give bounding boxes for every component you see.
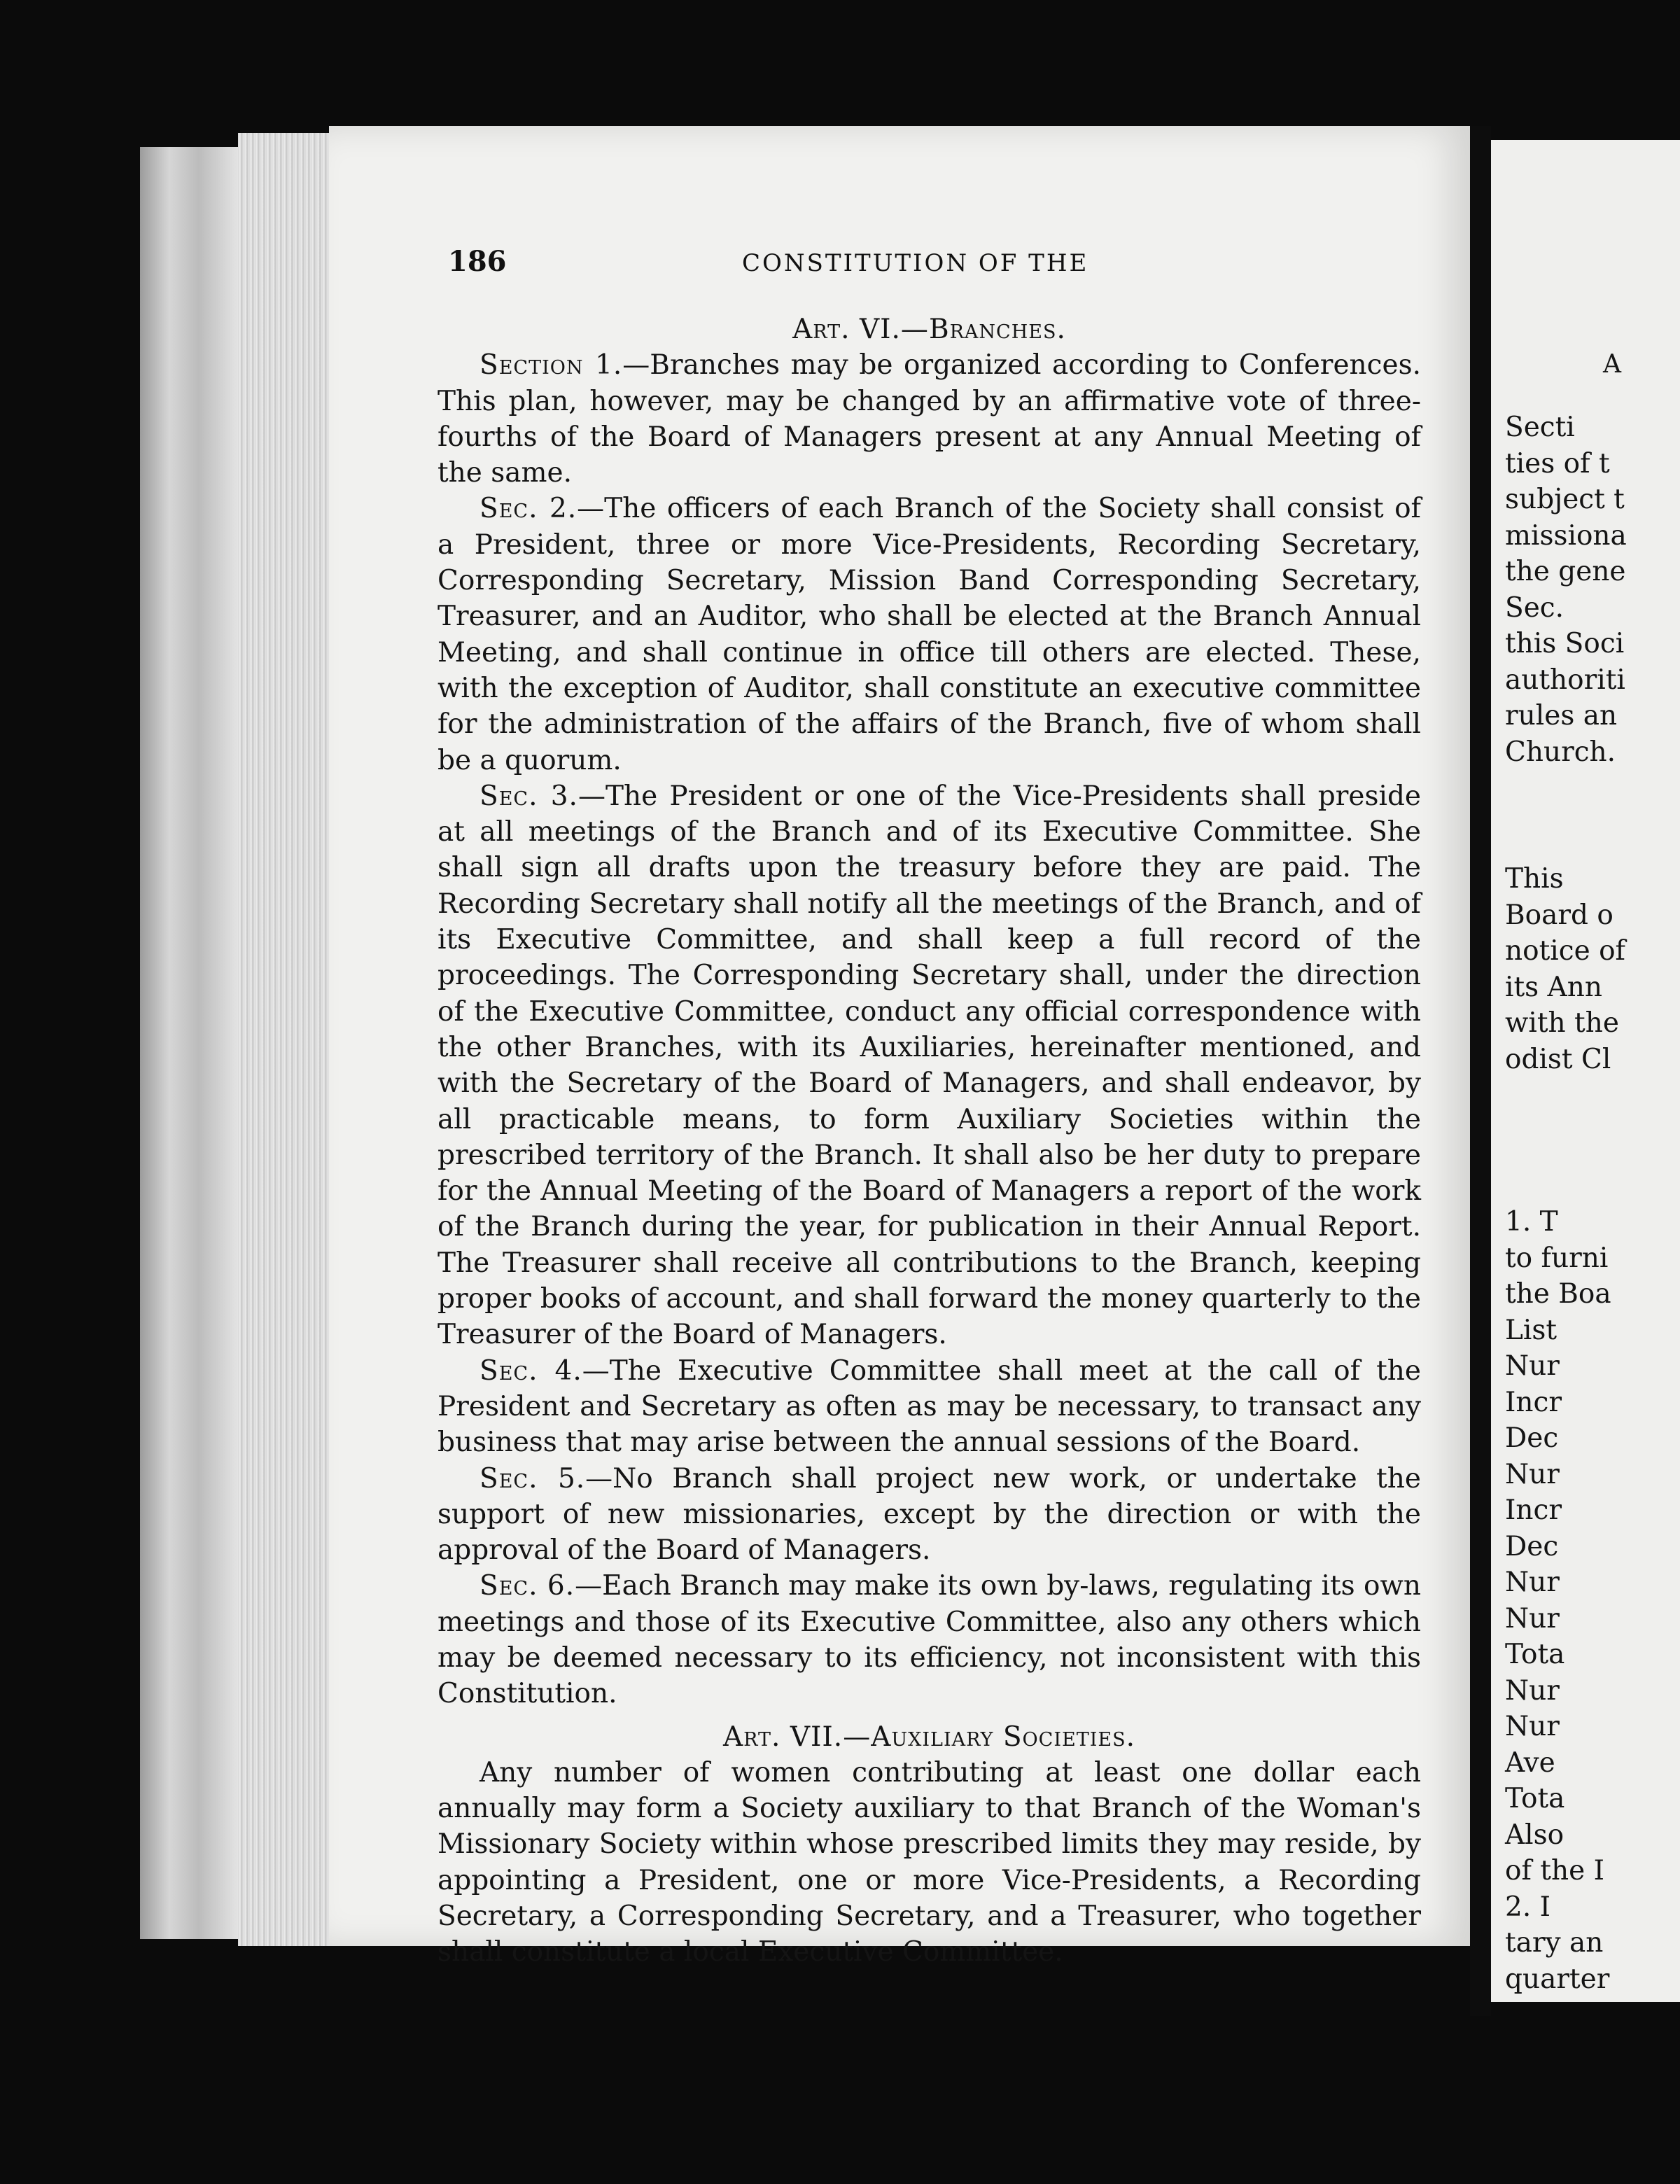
right-page-line: Board o: [1505, 899, 1614, 931]
right-page-line: the gene: [1505, 556, 1626, 587]
right-page-line: 1. T: [1505, 1206, 1558, 1238]
section-paragraph: [438, 1353, 1421, 1461]
section-paragraph: [438, 491, 1421, 778]
section-paragraph: [438, 1568, 1421, 1712]
right-page-line: Tota: [1505, 1639, 1565, 1670]
right-page-line: Tota: [1505, 1783, 1565, 1814]
article-vi-number: Art. VI.—: [792, 314, 929, 345]
right-page-line: the Boa: [1505, 1278, 1611, 1310]
right-page-line: subject t: [1505, 484, 1625, 515]
book-gutter: [1470, 126, 1491, 2016]
right-page-line: This: [1505, 863, 1564, 895]
right-page-line: Also: [1505, 1819, 1564, 1851]
section-text: —Each Branch may make its own by-laws, regulating its own meetings and those of its Executive Committee, also any others which may be deemed necessary to its efficiency, not inconsistent with this Constitution.: [438, 1570, 1421, 1710]
right-page-line: to furni: [1505, 1242, 1609, 1274]
right-page-line: rules an: [1505, 700, 1618, 732]
right-page-line: Dec: [1505, 1530, 1559, 1562]
section-text: —The Executive Committee shall meet at the call of the President and Secretary as often as may be necessary, to transact any business that may arise between the annual sessions of the Board.: [438, 1354, 1421, 1459]
right-page-line: List: [1505, 1314, 1558, 1346]
running-title: CONSTITUTION OF THE: [742, 249, 1089, 277]
section-text: —The President or one of the Vice-Presidents shall preside at all meetings of the Branch and of its Executive Committee. She shall sign all drafts upon the treasury before they are paid. The Recording Secretary shall notify all the meetings of the Branch, and of its Executive Committee, and shall keep a full record of the proceedings. The Corresponding Secretary shall, under the direction of the Executive Committee, conduct any official correspondence with the other Branches, with its Auxiliaries, hereinafter mentioned, and with the Secretary of the Board of Managers, and shall endeavor, by all practicable means, to form Auxiliary Societies within the prescribed territory of the Branch. It shall also be her duty to prepare for the Annual Meeting of the Board of Managers a report of the work of the Branch during the year, for publication in their Annual Report. The Treasurer shall receive all contributions to the Branch, keeping proper books of account, and shall forward the money quarterly to the Treasurer of the Board of Managers.: [438, 780, 1421, 1351]
right-page: [1491, 140, 1680, 2002]
right-page-line: missiona: [1505, 519, 1627, 552]
section-paragraph: [438, 347, 1421, 491]
right-page-line: Dec: [1505, 1422, 1559, 1454]
article-vi-title: Branches.: [928, 314, 1066, 345]
right-page-line: 2. I: [1505, 1891, 1551, 1923]
section-text: —The officers of each Branch of the Society shall consist of a President, three or more Vice-Presidents, Recording Secretary, Corresponding Secretary, Mission Band Corresponding Secretary, Treasurer, and an Auditor, who shall be elected at the Branch Annual Meeting, and shall continue in office till others are elected. These, with the exception of Auditor, shall constitute an executive committee for the administration of the affairs of the Branch, five of whom shall be a quorum.: [438, 493, 1421, 776]
right-page-line: Ave: [1505, 1746, 1555, 1779]
right-page-line: Nur: [1505, 1350, 1560, 1382]
book-page-edges: [140, 147, 238, 1939]
main-text-column: [438, 312, 1421, 1970]
article-vii-title: Auxiliary Societies.: [871, 1721, 1135, 1753]
right-page-line: its Ann: [1505, 971, 1602, 1003]
article-vii-number: Art. VII.—: [723, 1721, 872, 1753]
right-page-line: Incr: [1505, 1386, 1562, 1418]
article-vi-heading: [438, 312, 1421, 347]
right-page-line: Nur: [1505, 1458, 1560, 1490]
right-page-line: tary an: [1505, 1927, 1604, 1959]
right-page-line: authoriti: [1505, 664, 1625, 696]
section-text: —Branches may be organized according to Conferences. This plan, however, may be changed by an affirmative vote of three-fourths of the Board of Managers present at any Annual Meeting of the same.: [438, 349, 1421, 489]
section-label: Sec. 4.: [479, 1354, 582, 1387]
right-page-line: ties of t: [1505, 447, 1610, 479]
right-page-line: Sec.: [1505, 592, 1564, 624]
section-paragraph: [438, 1461, 1421, 1569]
right-page-line: Nur: [1505, 1674, 1560, 1707]
section-label: Section 1.: [479, 349, 623, 382]
right-page-line: Nur: [1505, 1602, 1560, 1634]
right-page-line: Church.: [1505, 736, 1616, 768]
running-head: [448, 245, 1428, 280]
right-page-line: Nur: [1505, 1567, 1560, 1598]
section-paragraph: [438, 778, 1421, 1353]
right-page-line: quarter: [1505, 1963, 1610, 1995]
right-page-line: Nur: [1505, 1711, 1560, 1742]
section-label: Sec. 5.: [479, 1462, 586, 1494]
article-vii-heading: [438, 1719, 1421, 1755]
right-page-line: Secti: [1505, 412, 1575, 443]
right-page-heading: A: [1603, 350, 1623, 379]
section-label: Sec. 6.: [479, 1570, 575, 1602]
page-number: 186: [448, 245, 507, 278]
right-page-line: Incr: [1505, 1494, 1562, 1526]
article-vii-paragraph: Any number of women contributing at least one dollar each annually may form a Society auxiliary to that Branch of the Woman's Missionary Society within whose prescribed limits they may reside, by appointing a President, one or more Vice-Presidents, a Recording Secretary, a Corresponding Secretary, and a Treasurer, who together shall constitute a local Executive Committee.: [438, 1756, 1421, 1968]
right-page-line: notice of: [1505, 935, 1625, 967]
right-page-line: odist Cl: [1505, 1043, 1611, 1075]
article-vi-sections: [438, 347, 1421, 1712]
section-label: Sec. 3.: [479, 780, 578, 812]
right-page-line: with the: [1505, 1007, 1619, 1039]
right-page-line: of the I: [1505, 1855, 1604, 1886]
right-page-line: this Soci: [1505, 628, 1625, 659]
section-text: —No Branch shall project new work, or undertake the support of new missionaries, except by the direction or with the approval of the Board of Managers.: [438, 1462, 1421, 1567]
book-page-edge-stripes: [238, 133, 329, 1946]
section-label: Sec. 2.: [479, 493, 578, 525]
